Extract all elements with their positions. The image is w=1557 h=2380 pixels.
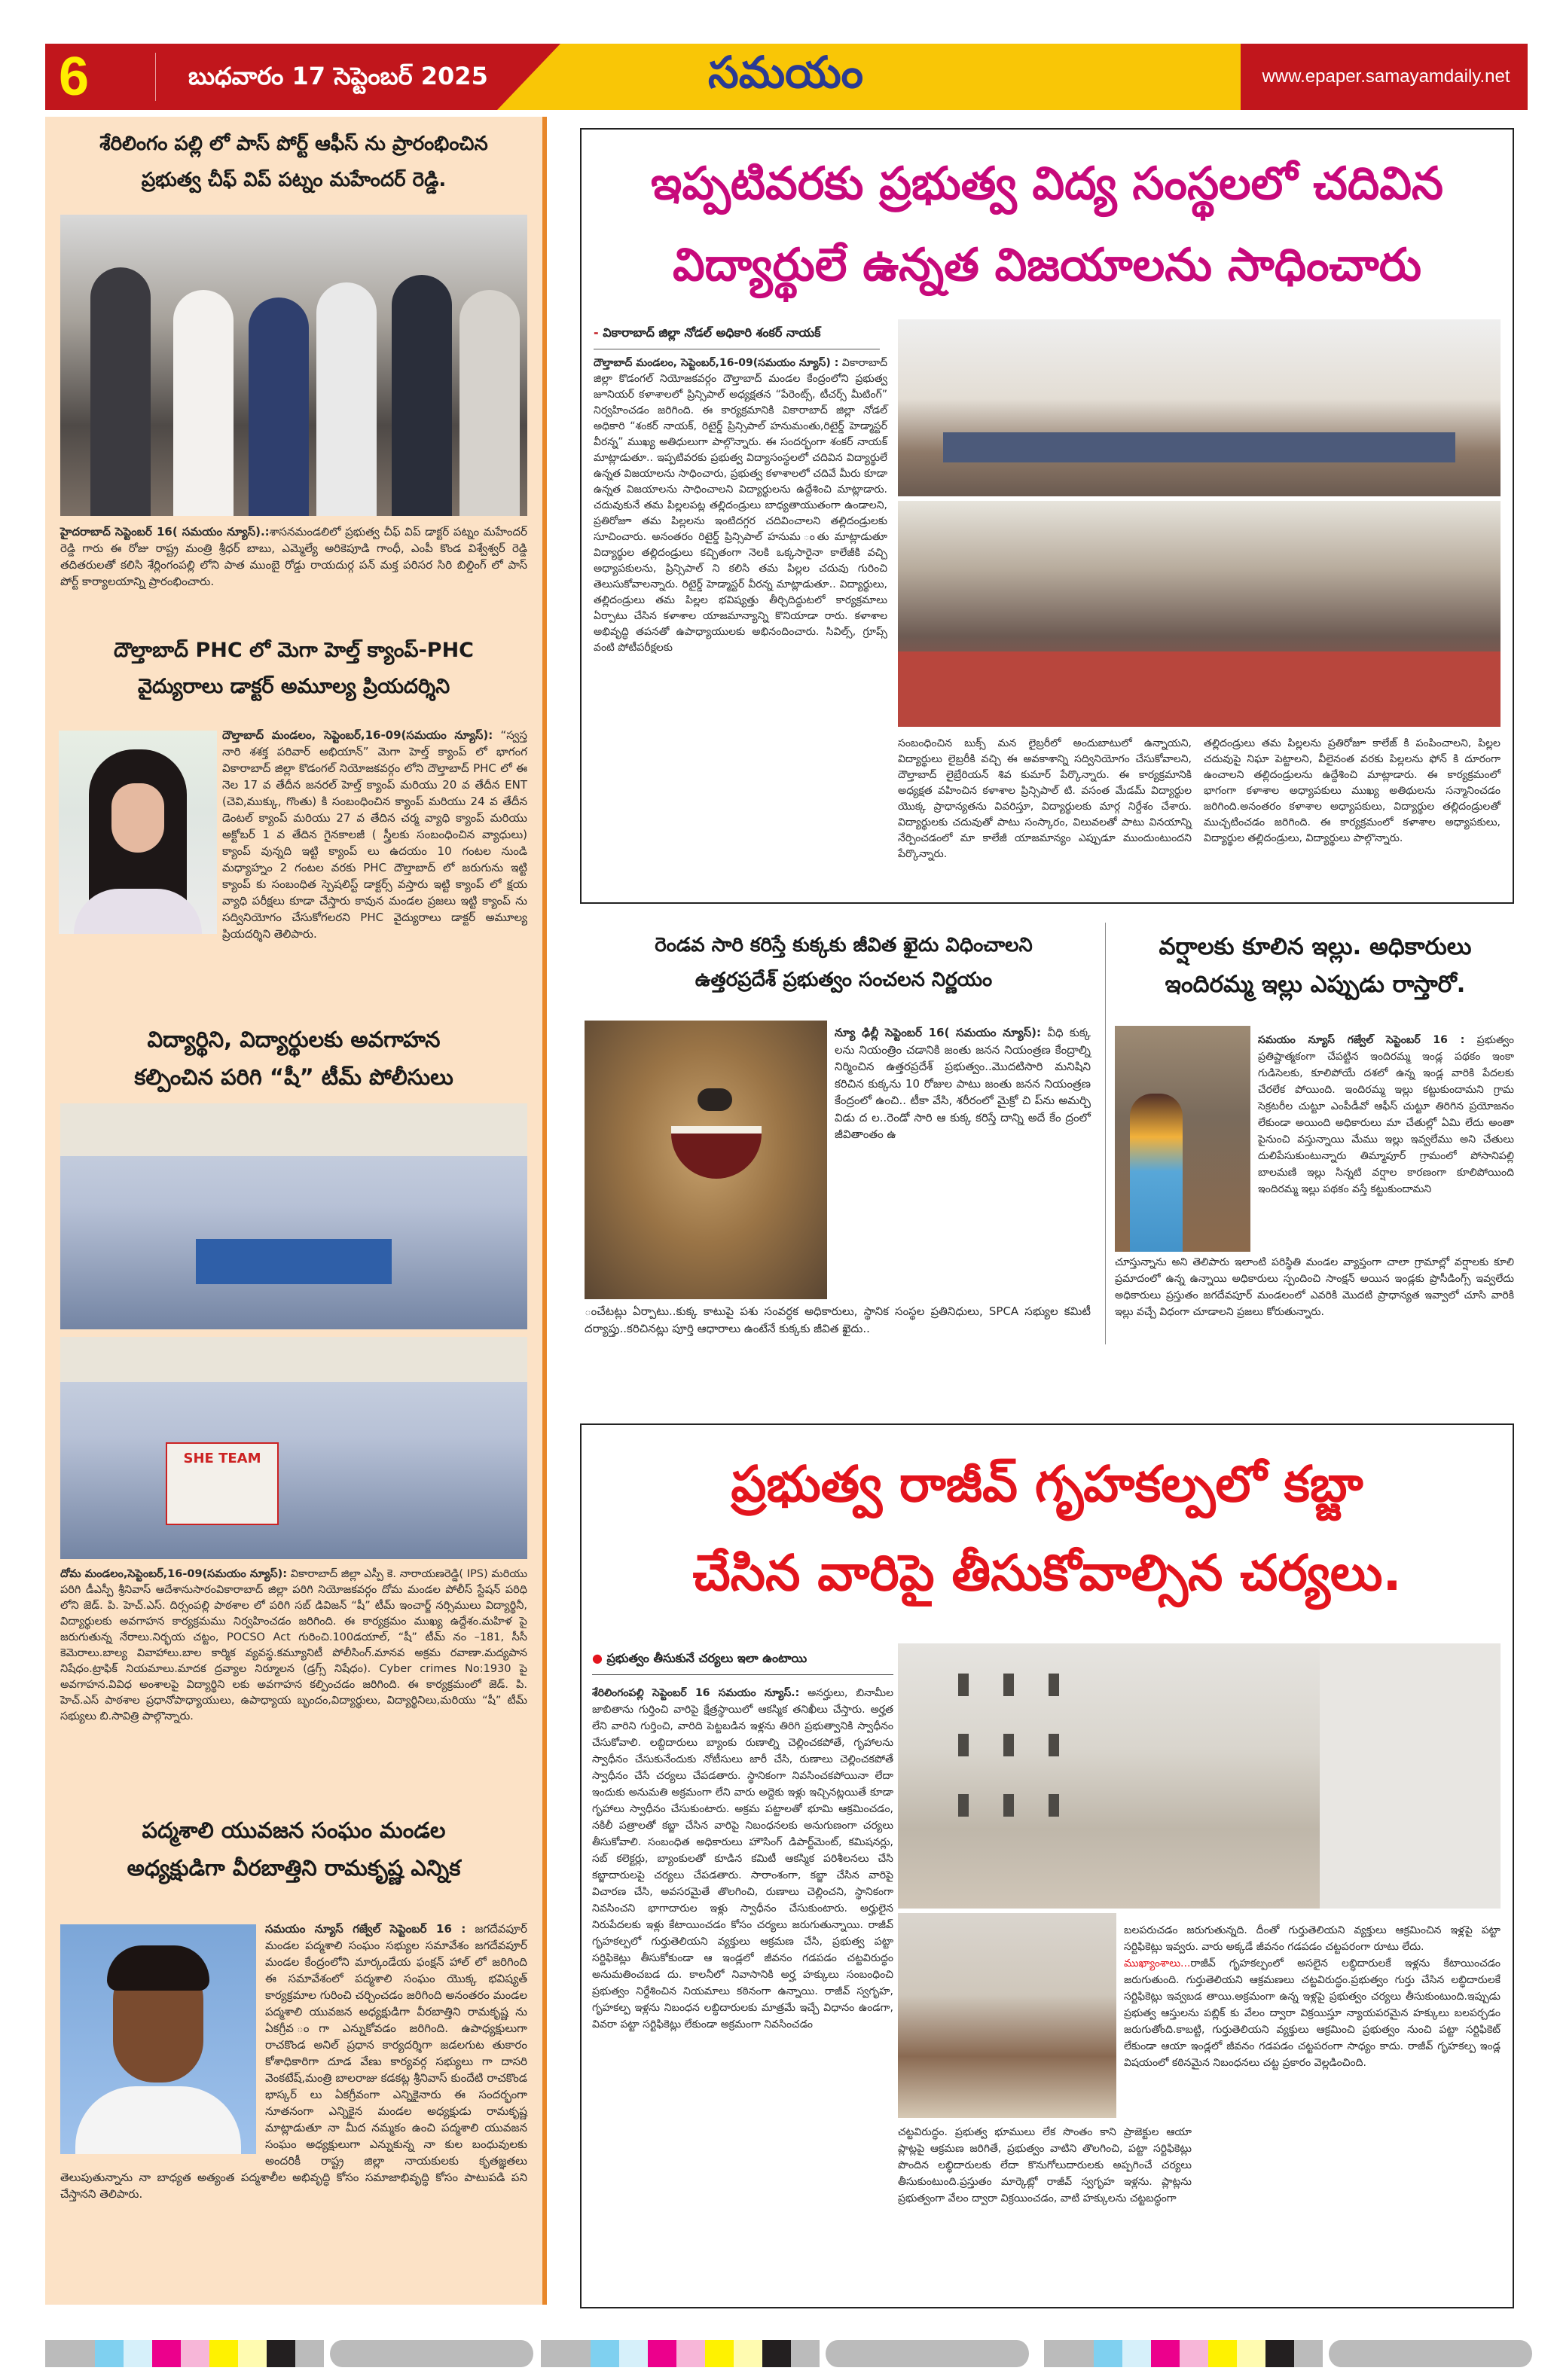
- color-swatch: [1180, 2340, 1208, 2367]
- bullet-dot-icon: ●: [592, 1651, 603, 1665]
- dateline: దోమ మండలం,సెప్టెంబర్,16-09(సమయం న్యూస్):: [60, 1568, 287, 1580]
- collapsed-house-woman-photo: [1115, 1026, 1250, 1252]
- body-text: బలపరుచడం జరుగుతున్నది. దీంతో గుర్తుతెలియని వ్యక్తులు ఆక్రమించిన ఇళ్లపై పట్టా సర్టిఫికెట్లు ఇవ్వరు. వారు అక్కడే జీవనం గడపడం చట్టపరంగా రూటు లేదు.: [1124, 1924, 1501, 1953]
- body-text: ప్రభుత్వం ప్రతిష్టాత్మకంగా చేపట్టిన ఇందిరమ్మ ఇండ్ల పథకం ఇంకా గుడిసెలకు, కూలిపోయే దశలో ఉన్న ఇండ్ల వారికి పేదలకు చేరలేక పోయింది. ఇందిరమ్మ ఇల్లు కట్టుకుందామని గ్రామ సెక్రటరీల చుట్టూ ఎంపీడీవో ఆఫీస్ చుట్టూ తిరిగిన ప్రయోజనం లేకుండా అయింది అధికారులు మా చేతుల్లో ఏమి లేదు అంతా పైనుంచి వస్తున్నాయి మేము ఇల్లు ఇవ్వలేము అని చేతులు దులిపేసుకుంటున్నారు తిమ్మాపూర్ గ్రామంలో పోసానిపల్లి బాలమణి ఇల్లు సిన్నటి వర్షాల కారణంగా కూలిపోయింది ఇందిరమ్మ ఇల్లు పథకం వస్తే కట్టుకుందామని: [1258, 1034, 1514, 1195]
- story-body: [60, 727, 527, 942]
- color-bar-gray-pill: [1329, 2340, 1532, 2367]
- color-swatch: [45, 2340, 95, 2367]
- color-swatch: [1237, 2340, 1265, 2367]
- color-swatch: [734, 2340, 762, 2367]
- story-body: [60, 1567, 527, 1725]
- color-swatch: [705, 2340, 734, 2367]
- headline-line: వైద్యురాలు డాక్టర్ అమూల్య ప్రియదర్శిని: [137, 675, 450, 698]
- snarling-dog-photo: [585, 1021, 827, 1299]
- subhead: [592, 1651, 893, 1675]
- story-headline: [1112, 928, 1519, 1003]
- color-swatch: [152, 2340, 181, 2367]
- headline-line: ఇప్పటివరకు ప్రభుత్వ విద్య సంస్థలలో చదివిన: [651, 157, 1443, 210]
- dateline: దౌల్తాబాద్ మండలం, సెప్టెంబర్,16-09(సమయం న్యూస్) :: [594, 357, 839, 369]
- headline-line: ప్రభుత్వ చీఫ్ విప్ పట్నం మహేందర్ రెడ్డి.: [141, 169, 447, 191]
- masthead: [45, 44, 1528, 110]
- headline-line: ప్రభుత్వ రాజీవ్ గృహకల్పలో కబ్జా: [731, 1455, 1363, 1513]
- story-body-col1: [594, 355, 887, 656]
- she-team-banner: SHE TEAM: [166, 1442, 279, 1525]
- headline-line: విద్యార్థులే ఉన్నత విజయాలను సాధించారు: [672, 239, 1422, 291]
- subhead-text: ప్రభుత్వం తీసుకునే చర్యలు ఇలా ఉంటాయి: [606, 1651, 808, 1665]
- page-number: 6: [59, 47, 90, 107]
- color-swatch: [181, 2340, 209, 2367]
- meeting-dais-photo: [898, 319, 1501, 496]
- headline-line: ఇందిరమ్మ ఇల్లు ఎప్పుడు రాస్తారో.: [1165, 971, 1466, 998]
- color-swatch: [1122, 2340, 1151, 2367]
- left-column: [45, 117, 542, 2305]
- masthead-divider: [155, 53, 156, 101]
- story-headline: [53, 1021, 535, 1096]
- story-body: [60, 1921, 527, 2202]
- story-headline: [588, 928, 1100, 997]
- passport-office-inauguration-photo: [60, 215, 527, 516]
- color-swatch: [124, 2340, 152, 2367]
- color-swatch: [1094, 2340, 1122, 2367]
- story-body: [60, 523, 527, 590]
- story-body-bottom: ంచేటట్లు ఏర్పాటు..కుక్క కాటుపై పశు సంవర్ధక అధికారులు, స్థానిక సంస్థల ప్రతినిధులు, SPCA సభ్యుల కమిటీ దర్యాప్తు..కరిచినట్లు పూర్తి ఆధారాలు ఉంటేనే కుక్కకు జీవిత ఖైదు..: [585, 1304, 1091, 1335]
- masthead-yellow-band: [497, 44, 1288, 110]
- color-swatch: [209, 2340, 238, 2367]
- subhead: - వికారాబాద్ జిల్లా నోడల్ అధికారి శంకర్ నాయక్: [594, 325, 880, 349]
- headline-line: విద్యార్థిని, విద్యార్థులకు అవగాహన: [147, 1027, 441, 1052]
- color-swatch: [619, 2340, 648, 2367]
- subhead-text: వికారాబాద్ జిల్లా నోడల్ అధికారి శంకర్ నాయక్: [603, 325, 821, 340]
- body-text: వీధి కుక్క లను నియంత్రిం చడానికి జంతు జనన నియంత్రణ కేంద్రాల్ని నిర్మించిన ఉత్తరప్రదేశ్ ప్రభుత్వం..మొదటిసారి మనిషిని కరిచిన కుక్కను 10 రోజుల పాటు జంతు జనన నియంత్రణ కేంద్రంలో ఉంచి.. టీకా వేసి, శరీరంలో మైక్రో చి ప్‌ను అమర్చి విడు ద ల..రెండో సారి ఆ కుక్క కరిస్తే దాన్ని అదే కేం ద్రంలో జీవితాంతం ఉ: [835, 1026, 1091, 1141]
- paper-name: సమయం: [708, 47, 864, 98]
- headline-line: చేసిన వారిపై తీసుకోవాల్సిన చర్యలు.: [692, 1544, 1402, 1602]
- body-text: వికారాబాద్ జిల్లా కొడంగల్ నియోజకవర్గం దౌల్తాబాద్ మండల కేంద్రంలోని ప్రభుత్వ జూనియర్ కళాశాలలో ప్రిన్సిపాల్ అధ్యక్షతన “పేరెంట్స్, టీచర్స్ మీటింగ్” నిర్వహించడం జరిగింది. ఈ కార్యక్రమానికి వికారాబాద్ జిల్లా నోడల్ అధికారి “శంకర్ నాయక్, రిటైర్డ్ ప్రిన్సిపాల్ హనుమంతు,రిటైర్డ్ హెడ్మాస్టర్ వీరన్న” ముఖ్య అతిధులుగా పాల్గొన్నారు. ఈ సందర్భంగా శంకర్ నాయక్ మాట్లాడుతూ.. ఇప్పటివరకు ప్రభుత్వ విద్యాసంస్థలలో చదివిన విద్యార్థులే ఉన్నత విజయాలను సాధించారు, ప్రభుత్వ కళాశాలలో చదివే మీరు కూడా ఉన్నత విజయాలను సాధించాలని విద్యార్థులను ఉద్దేశించి మాట్లాడారు. చదువుకునే తమ పిల్లలపట్ల తల్లిదండ్రులు బాధ్యతాయుతంగా ఉండాలని, ప్రతిరోజూ తమ పిల్లలను ఇంటిదగ్గర చదివించాలని తల్లిదండ్రులకు సూచించారు. అనంతరం రిటైర్డ్ ప్రిన్సిపాల్ హనుమ ంతు మాట్లాడుతూ విద్యార్థుల తల్లిదండ్రులు కచ్చితంగా నెలకి ఒక్కసారైనా కాలేజీకి వచ్చి అధ్యాపకులను, ప్రిన్సిపాల్ ని కలిసి తమ పిల్లల చదువు గురించి తెలుసుకోవాలన్నారు. రిటైర్డ్ హెడ్మాస్టర్ వీరన్న మాట్లాడుతూ.. విద్యార్థులు, తల్లిదండ్రులు తమ పిల్లల భవిష్యత్తు తీర్చిదిద్దుటలో కార్యక్రమాలు ఏర్పాటు చేసిన కళాశాల యాజమాన్యాన్ని కొనియాడా రారు. కళాశాల అభివృద్ధి తపనతో ఉపాధ్యాయులకు అభినందించారు. సివిల్స్, గ్రూప్స్ వంటి పోటీపరీక్షలకు: [594, 357, 887, 654]
- subhead-rule: [592, 1674, 893, 1675]
- headline-line: కల్పించిన పరిగి “షీ” టీమ్ పోలీసులు: [134, 1064, 453, 1090]
- body-text: జగదేవపూర్ మండల పద్మశాలి సంఘం సభ్యుల సమావేశం జగదేవపూర్ మండల కేంద్రంలోని మార్కండేయ ఫంక్షన్ హాల్ లో జరిగింది ఈ సమావేశంలో పద్మశాలి సంఘం యొక్క భవిష్యత్ కార్యక్రమాల గురించి చర్చించడం జరిగింది అనంతరం మండల పద్మశాలి యువజన అధ్యక్షుడిగా వీరబాత్తిని రామకృష్ణ ను ఏకగ్రీవ ంగా ఎన్నుకోవడం జరిగింది. ఉపాధ్యక్షులుగా రాచకొండ అనిల్ ప్రధాన కార్యదర్శిగా జడలగుట తుకారం కోశాధికారిగా దూడ వేణు కార్యవర్గ సభ్యులు గా దాసరి వెంకటేష్,మంత్రి బాలరాజు కడకట్ల శ్రీనివాస్ కుందేటి రాచకొండ భాస్కర్ లు ఏకగ్రీవంగా ఎన్నికైనారు ఈ సందర్భంగా నూతనంగా ఎన్నికైన మండల అధ్యక్షుడు రామకృష్ణ మాట్లాడుతూ నా మీద నమ్మకం ఉంచి పద్మశాలి యువజన సంఘం అధ్యక్షులుగా ఎన్నుకున్న నా కుల బంధువులకు అందరికీ రాష్ట్ర జిల్లా నాయకులకు కృతజ్ఞతలు తెలుపుతున్నాను నా బాధ్యత అత్యంత పద్మశాలీల అభివృద్ధి కోసం సమాజాభివృద్ధి కోసం పాటుపడి పని చేస్తానని తెలిపారు.: [60, 1922, 527, 2201]
- story-body-col3: తల్లిదండ్రులు తమ పిల్లలను ప్రతిరోజూ కాలేజ్ కి పంపించాలని, పిల్లల చదువుపై నిఘా పెట్టాలని, వీలైనంత వరకు పిల్లలను ఫోన్ కి దూరంగా ఉంచాలని తల్లిదండ్రులను ఉద్దేశించి మాట్లాడారు. ఈ కార్యక్రమంలో భాగంగా కళాశాల అధ్యాపకులు ముఖ్య అతిథులను సన్మానించడం జరిగింది.అనంతరం కళాశాల అధ్యాపకులు, విద్యార్థుల తల్లిదండ్రులతో ముచ్చటించడం జరిగింది. ఈ కార్యక్రమంలో కళాశాల అధ్యాపకులు, విద్యార్థుల తల్లిదండ్రులు, విద్యార్థులు పాల్గొన్నారు.: [1204, 737, 1501, 844]
- she-team-school-photo-1: [60, 1103, 527, 1329]
- headline-line: శేరిలింగం పల్లి లో పాస్ పోర్ట్ ఆఫీస్ ను ప్రారంభించిన: [99, 133, 488, 155]
- story-body-col2: చట్టవిరుద్ధం. ప్రభుత్వ భూములు లేక సొంతం కాని ప్రాజెక్టుల ఆయా ప్లాట్లపై ఆక్రమణ జరిగితే, ప్రభుత్వం వాటిని తొలగించి, పట్టా సర్టిఫికెట్లు పొందిన లబ్ధిదారులకు లేదా కొనుగోలుదారులకు అప్పగించే చర్యలు తీసుకుంటుంది.ప్రస్తుతం మార్కెట్లో రాజీవ్ స్వగృహ ఇళ్లను. ప్లాట్లను ప్రభుత్వంగా వేలం ద్వారా విక్రయించడం, వాటి హక్కులను చట్టబద్ధంగా: [898, 2126, 1192, 2205]
- headline-line: దౌల్తాబాద్ PHC లో మెగా హెల్త్ క్యాంప్-PHC: [113, 639, 474, 662]
- dateline: శేరిలింగంపల్లి సెప్టెంబర్ 16 సమయం న్యూస్.:: [592, 1687, 800, 1699]
- meeting-audience-photo: [898, 501, 1501, 727]
- color-swatch: [1294, 2340, 1323, 2367]
- highlights-label: ముఖ్యాంశాలు...: [1124, 1957, 1191, 1970]
- dateline: న్యూ ఢిల్లీ సెప్టెంబర్ 16( సమయం న్యూస్):: [835, 1026, 1042, 1039]
- story-headline: [53, 633, 535, 705]
- story-headline: [582, 1440, 1513, 1618]
- color-bar-gray-pill: [330, 2340, 533, 2367]
- story-education-box: [580, 128, 1514, 904]
- website-link[interactable]: www.epaper.samayamdaily.net: [1262, 66, 1510, 87]
- issue-date: బుధవారం 17 సెప్టెంబర్ 2025: [188, 62, 488, 90]
- column-rule: [1105, 923, 1106, 1344]
- body-text: రాజీవ్ గృహకల్పంలో అసలైన లబ్ధిదారులకే ఇళ్లను కేటాయించడం జరుగుతుంది. గుర్తుతెలియని ఆక్రమణలు చట్టవిరుద్ధం.ప్రభుత్వం గుర్తు చేసిన లబ్ధిదారులకే సర్టిఫికెట్లు ఇవ్వబడ తాయి.అక్రమంగా ఉన్న ఇళ్లపై ప్రభుత్వం చర్యలు తీసుకుంటుంది.ఇప్పుడు ప్రభుత్వ ఆస్తులను పబ్లిక్ కు వేలం ద్వారా విక్రయిస్తూ న్యాయపరమైన హక్కులు బలపర్చడం జరుగుతోంది.కాబట్టి, గుర్తుతెలియని వ్యక్తులు ఆక్రమించి ప్రభుత్వం నుంచి పట్టా సర్టిఫికెట్ లేకుండా ఆయా ఇండ్లలో జీవనం గడపడం చట్టపరంగా సాధ్యం కాదు. రాజీవ్ గృహకల్ప ఇండ్ల విషయంలో కఠినమైన నిబంధనలు చట్ట ప్రకారం వెల్లడించింది.: [1124, 1957, 1501, 2069]
- dateline: దౌల్తాబాద్ మండలం, సెప్టెంబర్,16-09(సమయం న్యూస్):: [222, 728, 493, 742]
- dateline: సమయం న్యూస్ గజ్వేల్ సెప్టెంబర్ 16 :: [1258, 1034, 1465, 1046]
- body-text: “స్వస్త నారి శశక్త పరివార్ అభియాన్” మెగా హెల్త్ క్యాంప్ లో భాగంగ వికారాబాద్ జిల్లా కొడంగల్ నియోజకవర్గం లోని దౌల్తాబాద్ PHC లో ఈ నెల 17 వ తేదీన జనరల్ హెల్త్ క్యాంప్ మరియు 20 వ తేదీన ENT (చెవి,ముక్కు, గొంతు) కి సంబంధించిన క్యాంప్ మరియు 24 వ తేదీన డెంటల్ క్యాంప్ మరియు 27 వ తేదిన చర్మ వ్యాధి క్యాంప్ మరియు అక్టోబర్ 1 వ తేదిన గైనకాలజీ ( స్త్రీలకు సంబంధించిన వ్యాధులు) క్యాంప్ వున్నది ఇట్టి క్యాంప్ లు ఉదయం 10 గంటల నుండి మధ్యాహ్నం 2 గంటల వరకు PHC దౌల్తాబాద్ లో జరుగును ఇట్టి క్యాంప్ కు సంబంధిత స్పెషలిస్ట్ డాక్టర్స్ వస్తారు ఇట్టి క్యాంప్ లో క్షయ వ్యాధి పరీక్షలు కూడా చేస్తారు కావున మండల ప్రజలు ఇట్టి క్యాంప్ ను సద్వినియోగం చేసుకోగలరని PHC వైద్యురాలు డాక్టర్ అమూల్య ప్రియదర్శిని తెలిపారు.: [222, 728, 527, 941]
- story-body-col3: [1124, 1922, 1501, 2071]
- color-bar-gray-pill: [826, 2340, 1029, 2367]
- dateline: సమయం న్యూస్ గజ్వేల్ సెప్టెంబర్ 16 :: [265, 1922, 466, 1936]
- headline-line: అధ్యక్షుడిగా వీరబాత్తిని రామకృష్ణ ఎన్నిక: [127, 1855, 461, 1881]
- color-swatch: [676, 2340, 705, 2367]
- color-swatch: [1265, 2340, 1294, 2367]
- color-swatch: [648, 2340, 676, 2367]
- body-text: శాసనమండలిలో ప్రభుత్వ చీఫ్ విప్ డాక్టర్ పట్నం మహేందర్ రెడ్డి గారు ఈ రోజు రాష్ట్ర మంత్రి శ్రీధర్ బాబు, ఎమ్మెల్యే అరికెపూడి గాంధీ, ఎంపీ కొండ విశ్వేశ్వర్ రెడ్డి తదితరులతో కలిసి శేర్లింగంపల్లి లోని పాత ముంబై రోడ్డు రాయదుర్గ పన్ మక్త పరిసర సిరి బిల్డింగ్ లో పాస్ పోర్ట్ కార్యాలయాన్ని ప్రారంభించారు.: [60, 525, 527, 588]
- headline-line: వర్షాలకు కూలిన ఇల్లు. అధికారులు: [1159, 933, 1472, 960]
- color-swatch: [267, 2340, 295, 2367]
- story-headline: [53, 1811, 535, 1887]
- story-body-side: [1258, 1032, 1514, 1198]
- color-swatch: [238, 2340, 267, 2367]
- story-body-col1: [592, 1685, 893, 2033]
- story-headline: [582, 143, 1513, 306]
- color-swatch: [541, 2340, 591, 2367]
- story-rajiv-gruhakalpa-box: [580, 1423, 1514, 2308]
- color-swatch: [791, 2340, 820, 2367]
- dateline: హైదరాబాద్ సెప్టెంబర్ 16( సమయం న్యూస్).:: [60, 525, 270, 539]
- color-swatch: [95, 2340, 124, 2367]
- rajiv-gruhakalpa-street-photo: [898, 1913, 1116, 2118]
- headline-line: పద్మశాలి యువజన సంఘం మండల: [142, 1817, 446, 1843]
- color-swatch: [591, 2340, 619, 2367]
- color-swatch: [1151, 2340, 1180, 2367]
- story-headline: [53, 126, 535, 198]
- rajiv-gruhakalpa-building-photo: [898, 1643, 1501, 1909]
- headline-line: రెండవ సారి కరిస్తే కుక్కకు జీవిత ఖైదు విధించాలని: [655, 934, 1033, 957]
- she-team-school-photo-2: [60, 1337, 527, 1559]
- story-body-side: [835, 1024, 1091, 1143]
- body-text: వికారాబాద్ జిల్లా ఎస్పీ కె. నారాయణరెడ్డి( IPS) మరియు పరిగి డీఎస్పీ శ్రీనివాస్ ఆదేశానుసారంవికారాబాద్ జిల్లా పరిగి నియోజకవర్గం దోమ మండల పోలీస్ స్టేషన్ పరిధి లోని జెడ్. పి. హెచ్.ఎస్. దిర్సంపల్లి పాఠశాల లో పరిగి సబ్ డివిజన్ “షీ” టీమ్ ఇంచార్జ్ నర్సిములు విద్యార్థినీ, విద్యార్థులకు అవగాహన కార్యక్రమము నిర్వహించడం జరిగింది. ఈ కార్యక్రమం ముఖ్య ఉద్దేశం.మహిళ పై జరుగుతున్న నేరాలు.నిర్భయ చట్టం, POCSO Act గురించి.100డయాల్, “షీ” టీమ్ నం –181, సీసీ కెమెరాలు.బాల్య వివాహాలు.బాల కార్మిక వ్యవస్థ.కమ్యూనిటీ పోలీసింగ్.మానవ అక్రమ రవాణా.మద్యపాన నిషేధం.ట్రాఫిక్ నియమాలు.మాదక ద్రవ్యాల నిర్మూలన (డ్రగ్స్ నిషేధం). Cyber crimes No:1930 పై అవగాహన.వివిధ అంశాలపై విద్యార్థిని లకు అవగాహన కల్పించడం జరిగింది. ఈ కార్యక్రమంలో జెడ్. పి. హెచ్.ఎస్ పాఠశాల ప్రధానోపాధ్యాయులు, ఉపాధ్యాయ బృందం,విద్యార్థులు, విద్యార్థినిలు,మరియు “షీ” టీమ్ సభ్యులు బి.సావిత్రి పాల్గొన్నారు.: [60, 1568, 527, 1722]
- left-column-accent-stripe: [542, 117, 547, 2305]
- body-text: అనర్హులు, బినామీల జాబితాను గుర్తించి వారిపై క్షేత్రస్థాయిలో ఆకస్మిక తనిఖీలు చేస్తారు. అర్హత లేని వారిని గుర్తించి, వారిది పెట్టబడిన ఇళ్లను తిరిగి ప్రభుత్వానికి స్వాధీనం చేసుకోవాలి. లబ్ధిదారులు బ్యాంకు రుణాల్ని చెల్లించకపోతే, గృహాలను స్వాధీనం చేసుకునేందుకు నోటీసులు జారీ చేసి, రుణాలు చెల్లించకపోతే స్వాధీనం చేసే చర్యలు చేపడతారు. స్థానికంగా నివసించకపోయినా లేదా ఇందుకు అనుమతి అక్రమంగా లేని వారు అద్దెకు ఇళ్లు ఇచ్చినట్లయితే కూడా గృహాలు స్వాధీనం చేసుకుంటారు. అక్రమ పట్టాలతో భూమి ఆక్రమించడం, నకిలీ పత్రాలతో కబ్జా చేసిన వారిపై నిబంధనలకు అనుగుణంగా చర్యలు తీసుకోవాలి. సంబంధిత అధికారులు హౌసింగ్ డిపార్ట్‌మెంట్, కమిషనర్లు, సబ్ కలెక్టర్లు, బ్యాంకులతో కూడిన కమిటీ ఆకస్మిక పరిశీలనలు చేసి కబ్జాదారులపై చర్యలు చేపడతారు. సారాంశంగా, కబ్జా చేసిన వారిపై విచారణ చేసి, అవసరమైతే తొలగించి, రుణాలు చెల్లించని, స్థానికంగా నివసించని భాగాదారుల ఇళ్లు స్వాధీనం చేసుకుంటారు. అర్హులైన నిరుపేదలకు ఇళ్లు కేటాయించడం కోసం చర్యలు జరుగుతున్నాయి. రాజీవ్ గృహకల్పలో గుర్తుతెలియని వ్యక్తులు ఆక్రమణ చేసి, ప్రభుత్వ పట్టా సర్టిఫికెట్లు తీసుకోకుండా ఆ ఇండ్లలో జీవనం గడపడం చట్టవిరుద్ధం అనుమతించబడ దు. కాలనీలో నివాసానికి అర్హ హక్కులు సంబంధించి ప్రభుత్వం నిర్దేశించిన నియమాలు కఠినంగా ఉన్నాయి. రాజీవ్ స్వగృహ, గృహకల్ప ఇళ్లను నిబంధన లబ్ధిదారులకు మాత్రమే ఇచ్చే విధానం ఉండగా, వివరా పట్టా సర్టిఫికెట్లు లేకుండా అక్రమంగా నివసించడం: [592, 1687, 893, 2031]
- story-body-col2: సంబంధించిన బుక్స్ మన లైబ్రరీలో అందుబాటులో ఉన్నాయని, విద్యార్థులు లైబ్రరీకి వచ్చి ఈ అవకాశాన్ని సద్వినియోగం చేసుకోవాలని, దౌల్తాబాద్ లైబ్రేరియన్ శివ కుమార్ పేర్కొన్నారు. ఈ కార్యక్రమానికి అధ్యక్షత వహించిన కళాశాల ప్రిన్సిపాల్ టి. వసంత మేడమ్ విద్యార్థుల యొక్క ప్రాధాన్యతను వివరిస్తూ, విద్యార్థులకు మార్గ నిర్దేశం చేశారు. విద్యార్థులకు చదువుతో పాటు సంస్కారం, విలువలతో పాటు వినయాన్ని నేర్పించడంలో మా కాలేజీ యాజమాన్యం ఎప్పుడూ ముందుంటుందని పేర్కొన్నారు.: [898, 737, 1192, 860]
- color-swatch: [1208, 2340, 1237, 2367]
- headline-line: ఉత్తరప్రదేశ్ ప్రభుత్వం సంచలన నిర్ణయం: [695, 969, 993, 991]
- color-swatch: [1044, 2340, 1094, 2367]
- color-swatch: [295, 2340, 324, 2367]
- story-body-bottom: చూస్తున్నాను అని తెలిపారు ఇలాంటి పరిస్థితి మండల వ్యాప్తంగా చాలా గ్రామాల్లో వర్షాలకు కూలి ప్రమాదంలో ఉన్న ఉన్నాయి అధికారులు స్పందించి సాంక్షన్ అయిన ఇండ్లకు ప్రొసీడింగ్స్ ఇవ్వలేదు అధికారులు ప్రస్తుతం జగదేవపూర్ మండలంలో ఎవరికి మొదటి ప్రాధాన్యత ఇవ్వాలో చూసి వారికి ఇల్లు వచ్చే విధంగా చూడాలని ప్రజలు కోరుతున్నారు.: [1115, 1256, 1514, 1318]
- color-swatch: [762, 2340, 791, 2367]
